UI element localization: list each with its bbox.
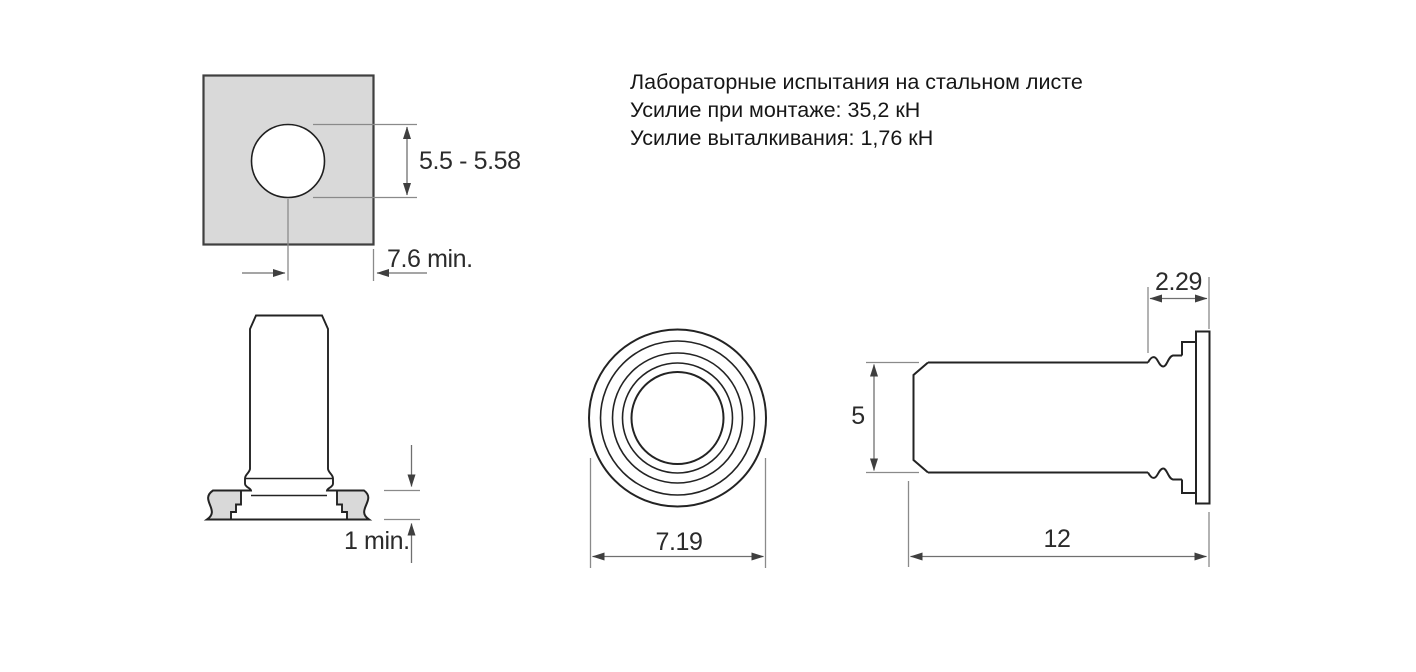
head-diameter-label: 7.19 <box>655 528 703 556</box>
dimension-head-diameter <box>591 458 766 568</box>
dimension-shank-diameter <box>851 363 919 473</box>
view-front <box>589 330 766 569</box>
overall-length-label: 12 <box>1043 525 1071 553</box>
head-flange <box>1196 332 1210 504</box>
view-installed-stud <box>207 316 420 564</box>
dimension-head-height <box>1148 268 1209 353</box>
mounting-hole <box>252 125 325 198</box>
edge-distance-label: 7.6 min. <box>387 245 473 273</box>
test-note-title: Лабораторные испытания на стальном листе <box>630 70 1083 94</box>
head-outer-circle <box>589 330 766 507</box>
dimension-overall-length <box>909 481 1210 567</box>
fastener-side-outline <box>914 332 1210 504</box>
sheet-thickness-label: 1 min. <box>344 527 410 555</box>
view-side <box>851 268 1209 567</box>
hole-diameter-label: 5.5 - 5.58 <box>419 147 521 175</box>
stud-side-profile <box>231 316 347 520</box>
head-height-label: 2.29 <box>1154 268 1203 296</box>
head-ring-circle-4 <box>623 363 733 473</box>
shank-diameter-label: 5 <box>851 402 865 430</box>
pushout-force-note: Усилие выталкивания: 1,76 кН <box>630 126 934 150</box>
view-hole-plate <box>204 76 521 282</box>
shank-circle <box>632 372 724 464</box>
installation-force-note: Усилие при монтаже: 35,2 кН <box>630 98 921 122</box>
test-results-note <box>630 68 1083 152</box>
head-ring-circle-2 <box>601 341 755 495</box>
